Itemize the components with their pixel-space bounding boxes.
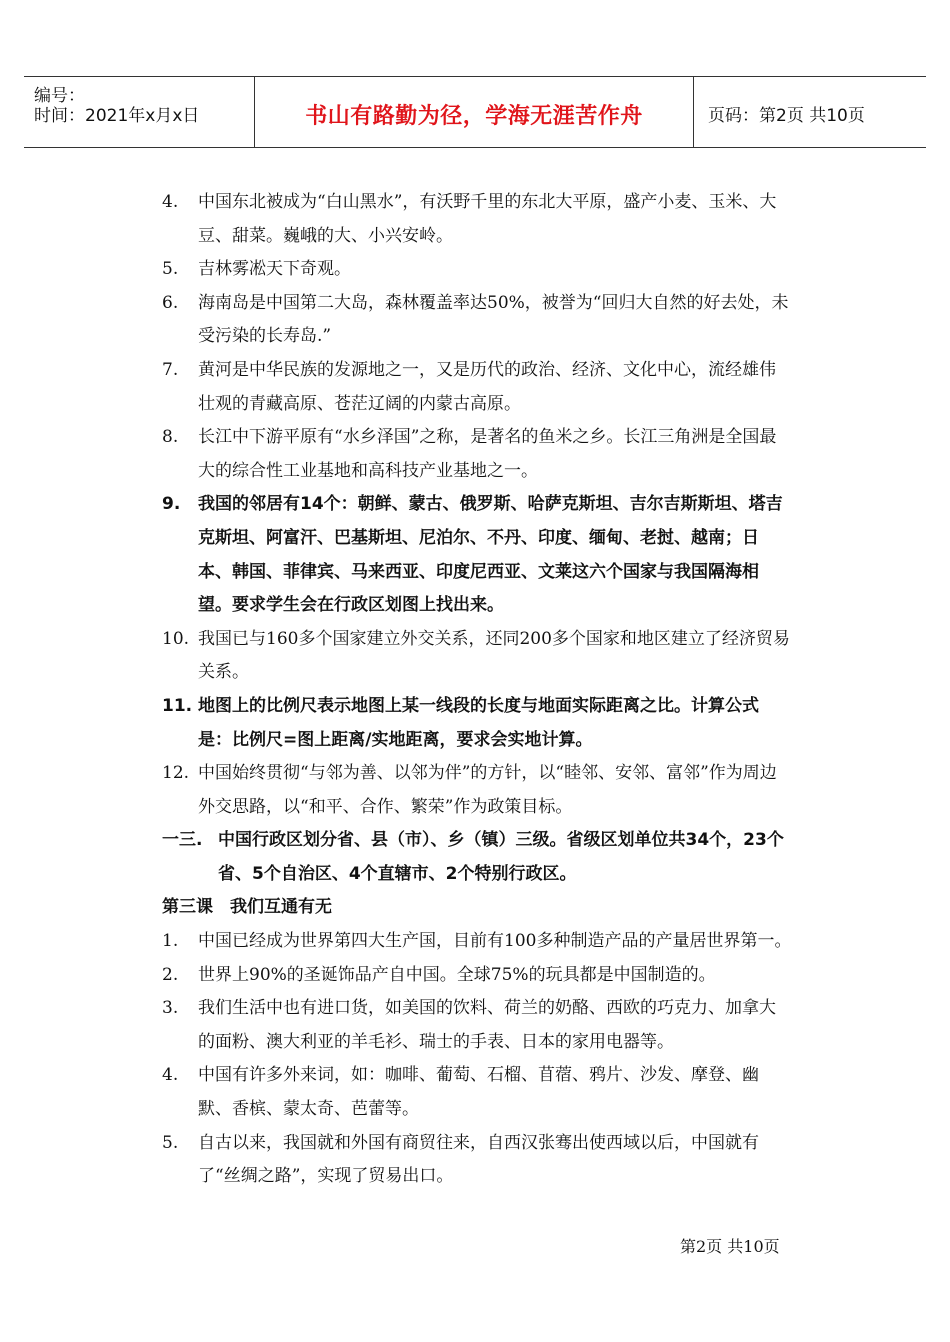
list-item <box>162 1127 792 1194</box>
list-item <box>162 623 792 690</box>
list-item-number: 8. <box>162 427 179 448</box>
header-meta <box>24 77 254 147</box>
list-item-text: 我国的邻居有14个：朝鲜、蒙古、俄罗斯、哈萨克斯坦、吉尔吉斯斯坦、塔吉克斯坦、阿富汗、巴基斯坦、尼泊尔、不丹、印度、缅甸、老挝、越南；日本、韩国、菲律宾、马来西亚、印度尼西亚、文莱这六个国家与我国隔海相望。要求学生会在行政区划图上找出来。 <box>198 494 783 616</box>
list-item-text: 吉林雾凇天下奇观。 <box>198 259 351 280</box>
list-item-text: 黄河是中华民族的发源地之一，又是历代的政治、经济、文化中心，流经雄伟壮观的青藏高原、苍茫辽阔的内蒙古高原。 <box>198 359 776 414</box>
list-item <box>162 421 792 488</box>
list-item-number: 4. <box>162 1065 179 1086</box>
list-item <box>162 186 792 253</box>
list-item <box>162 287 792 354</box>
list-item <box>162 253 792 287</box>
list-item-text: 海南岛是中国第二大岛，森林覆盖率达50%，被誉为“回归大自然的好去处，未受污染的长寿岛.” <box>198 292 789 347</box>
page-footer: 第2页 共10页 <box>680 1237 780 1256</box>
list-item-number: 5. <box>162 1132 179 1153</box>
document-time-label: 时间：2021年x月x日 <box>34 106 200 126</box>
list-item <box>162 824 792 891</box>
header-page-cell <box>692 77 926 147</box>
list-item <box>162 690 792 757</box>
header-page-code: 页码：第2页 共10页 <box>708 106 865 126</box>
page-header <box>24 76 926 148</box>
section-title: 第三课 我们互通有无 <box>162 897 332 918</box>
list-item-text: 中国东北被成为“白山黑水”，有沃野千里的东北大平原，盛产小麦、玉米、大豆、甜菜。巍峨的大、小兴安岭。 <box>198 192 777 246</box>
list-item-number: 9. <box>162 494 181 515</box>
header-motto: 书山有路勤为径，学海无涯苦作舟 <box>305 104 643 129</box>
list-item-number: 12. <box>162 763 190 784</box>
header-motto-cell <box>254 77 694 147</box>
document-number-label: 编号： <box>34 86 85 106</box>
list-item-text: 自古以来，我国就和外国有商贸往来，自西汉张骞出使西域以后，中国就有了“丝绸之路”，实现了贸易出口。 <box>198 1132 759 1187</box>
list-item-text: 中国有许多外来词，如：咖啡、葡萄、石榴、苜蓿、鸦片、沙发、摩登、幽默、香槟、蒙太奇、芭蕾等。 <box>198 1065 759 1120</box>
list-item <box>162 354 792 421</box>
list-item <box>162 1059 792 1126</box>
list-item-number: 一三. <box>162 830 203 851</box>
list-item-text: 世界上90%的圣诞饰品产自中国。全球75%的玩具都是中国制造的。 <box>198 964 716 985</box>
document-body <box>162 186 792 1194</box>
list-item-number: 10. <box>162 628 190 649</box>
list-item-number: 5. <box>162 259 179 280</box>
list-item-number: 6. <box>162 292 179 313</box>
list-item <box>162 925 792 959</box>
list-item-number: 4. <box>162 192 179 212</box>
list-item-text: 中国始终贯彻“与邻为善、以邻为伴”的方针，以“睦邻、安邻、富邻”作为周边外交思路，以“和平、合作、繁荣”作为政策目标。 <box>198 763 777 817</box>
list-item <box>162 488 792 622</box>
list-item-number: 7. <box>162 359 179 380</box>
list-item-text: 我国已与160多个国家建立外交关系，还同200多个国家和地区建立了经济贸易关系。 <box>198 628 790 683</box>
list-item-number: 11. <box>162 695 193 716</box>
list-item-number: 1. <box>162 931 179 952</box>
list-item-text: 我们生活中也有进口货，如美国的饮料、荷兰的奶酪、西欧的巧克力、加拿大的面粉、澳大利亚的羊毛衫、瑞士的手表、日本的家用电器等。 <box>198 998 776 1052</box>
list-item <box>162 959 792 993</box>
list-item <box>162 757 792 824</box>
list-item-text: 地图上的比例尺表示地图上某一线段的长度与地面实际距离之比。计算公式是：比例尺=图上距离/实地距离，要求会实地计算。 <box>198 695 759 750</box>
list-item-number: 2. <box>162 964 179 985</box>
list-item-number: 3. <box>162 998 179 1019</box>
list-item-text: 长江中下游平原有“水乡泽国”之称，是著名的鱼米之乡。长江三角洲是全国最大的综合性工业基地和高科技产业基地之一。 <box>198 427 777 481</box>
list-item <box>162 992 792 1059</box>
list-item-text: 中国行政区划分省、县（市）、乡（镇）三级。省级区划单位共34个，23个省、5个自治区、4个直辖市、2个特别行政区。 <box>218 830 784 884</box>
list-item-text: 中国已经成为世界第四大生产国，目前有100多种制造产品的产量居世界第一。 <box>198 931 792 952</box>
